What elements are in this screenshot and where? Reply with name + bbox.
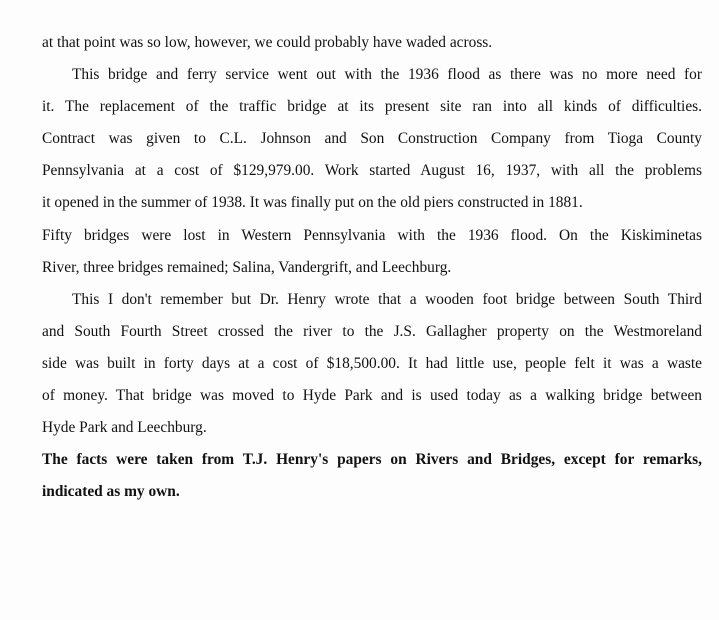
text-line: side was built in forty days at a cost of $18,500.00. It had little use, people felt it was a waste [42,354,702,372]
text-line: Pennsylvania at a cost of $129,979.00. Work started August 16, 1937, with all the problems [42,162,702,180]
text-line: Contract was given to C.L. Johnson and Son Construction Company from Tioga County [42,130,702,148]
text-line: Fifty bridges were lost in Western Pennsylvania with the 1936 flood. On the Kiskiminetas [42,226,702,244]
text-line-bold: indicated as my own. [42,483,180,501]
text-line: River, three bridges remained; Salina, Vandergrift, and Leechburg. [42,258,452,276]
text-line: it. The replacement of the traffic bridge at its present site ran into all kinds of difficulties. [42,98,702,116]
text-line: and South Fourth Street crossed the river to the J.S. Gallagher property on the Westmoreland [42,322,702,340]
text-line: of money. That bridge was moved to Hyde Park and is used today as a walking bridge between [42,387,702,405]
text-line-bold: The facts were taken from T.J. Henry's papers on Rivers and Bridges, except for remarks, [42,451,702,469]
text-line: This I don't remember but Dr. Henry wrote that a wooden foot bridge between South Third [72,290,702,308]
text-line: This bridge and ferry service went out with the 1936 flood as there was no more need for [72,66,702,84]
text-line: at that point was so low, however, we could probably have waded across. [42,34,493,51]
text-line: Hyde Park and Leechburg. [42,419,207,437]
text-line: it opened in the summer of 1938. It was finally put on the old piers constructed in 1881. [42,194,583,212]
document-body [42,27,702,508]
